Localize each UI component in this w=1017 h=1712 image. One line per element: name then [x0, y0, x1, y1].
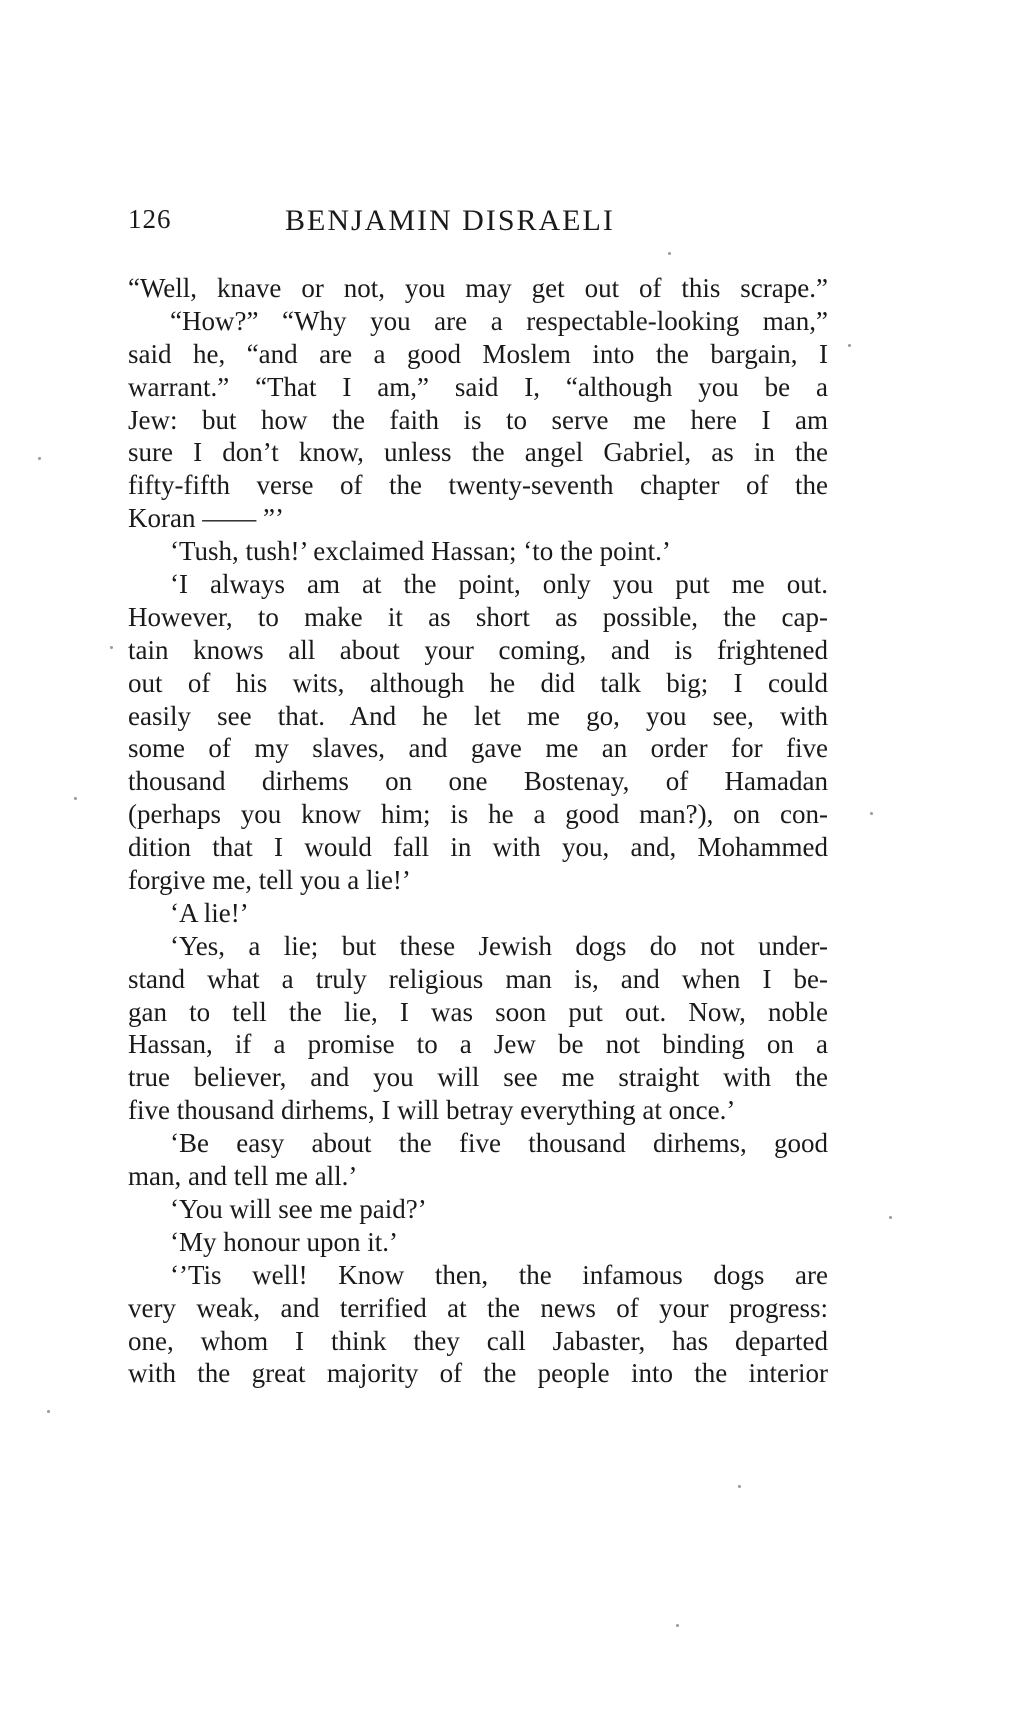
running-title: BENJAMIN DISRAELI: [285, 204, 615, 237]
text-line: five thousand dirhems, I will betray everything at once.’: [128, 1095, 736, 1126]
text-line: ‘A lie!’: [170, 897, 249, 928]
text-line: fifty-fifth verse of the twenty-seventh chapter of the: [128, 470, 828, 501]
text-line: one, whom I think they call Jabaster, has departed: [128, 1325, 828, 1356]
running-head: [128, 204, 828, 248]
text-line: warrant.” “That I am,” said I, “although you be a: [128, 371, 828, 402]
text-line: Hassan, if a promise to a Jew be not binding on a: [128, 1029, 828, 1060]
text-line: Jew: but how the faith is to serve me here I am: [128, 404, 828, 435]
paper-speck: [676, 1624, 679, 1627]
text-line: easily see that. And he let me go, you see, with: [128, 700, 828, 731]
paper-speck: [38, 457, 41, 460]
text-line: ‘My honour upon it.’: [170, 1226, 398, 1257]
text-line: forgive me, tell you a lie!’: [128, 865, 411, 896]
text-line: thousand dirhems on one Bostenay, of Hamadan: [128, 766, 828, 797]
paper-speck: [74, 797, 77, 800]
text-line: “How?” “Why you are a respectable-looking man,”: [170, 305, 828, 336]
text-line: Koran —— ”’: [128, 503, 284, 534]
text-line: stand what a truly religious man is, and when I be-: [128, 963, 828, 994]
paper-speck: [668, 252, 671, 255]
text-line: tain knows all about your coming, and is frightened: [128, 634, 828, 665]
text-line: “Well, knave or not, you may get out of this scrape.”: [128, 273, 828, 303]
text-line: sure I don’t know, unless the angel Gabriel, as in the: [128, 437, 828, 468]
text-line: However, to make it as short as possible, the cap-: [128, 601, 828, 632]
text-line: very weak, and terrified at the news of your progress:: [128, 1292, 828, 1323]
text-line: said he, “and are a good Moslem into the bargain, I: [128, 338, 828, 369]
text-line: dition that I would fall in with you, and, Mohammed: [128, 832, 828, 863]
text-line: ‘I always am at the point, only you put me out.: [170, 569, 828, 600]
text-line: man, and tell me all.’: [128, 1161, 358, 1192]
paper-speck: [889, 1216, 892, 1219]
text-line: with the great majority of the people into the interior: [128, 1358, 828, 1389]
text-line: out of his wits, although he did talk big; I could: [128, 667, 828, 698]
text-line: ‘Yes, a lie; but these Jewish dogs do not under-: [170, 930, 828, 961]
paper-speck: [848, 344, 851, 347]
paper-speck: [738, 1485, 741, 1488]
text-line: ‘’Tis well! Know then, the infamous dogs are: [170, 1259, 828, 1290]
text-line: ‘Tush, tush!’ exclaimed Hassan; ‘to the point.’: [170, 536, 671, 567]
paper-speck: [870, 812, 873, 815]
paper-speck: [47, 1410, 50, 1413]
text-line: (perhaps you know him; is he a good man?), on con-: [128, 799, 828, 830]
text-line: ‘You will see me paid?’: [170, 1193, 427, 1224]
text-line: some of my slaves, and gave me an order for five: [128, 733, 828, 764]
text-line: true believer, and you will see me straight with the: [128, 1062, 828, 1093]
text-line: gan to tell the lie, I was soon put out. Now, noble: [128, 996, 828, 1027]
paper-speck: [110, 646, 113, 649]
text-line: ‘Be easy about the five thousand dirhems, good: [170, 1128, 828, 1159]
body-text: [128, 272, 828, 1390]
page-number: 126: [128, 204, 172, 234]
